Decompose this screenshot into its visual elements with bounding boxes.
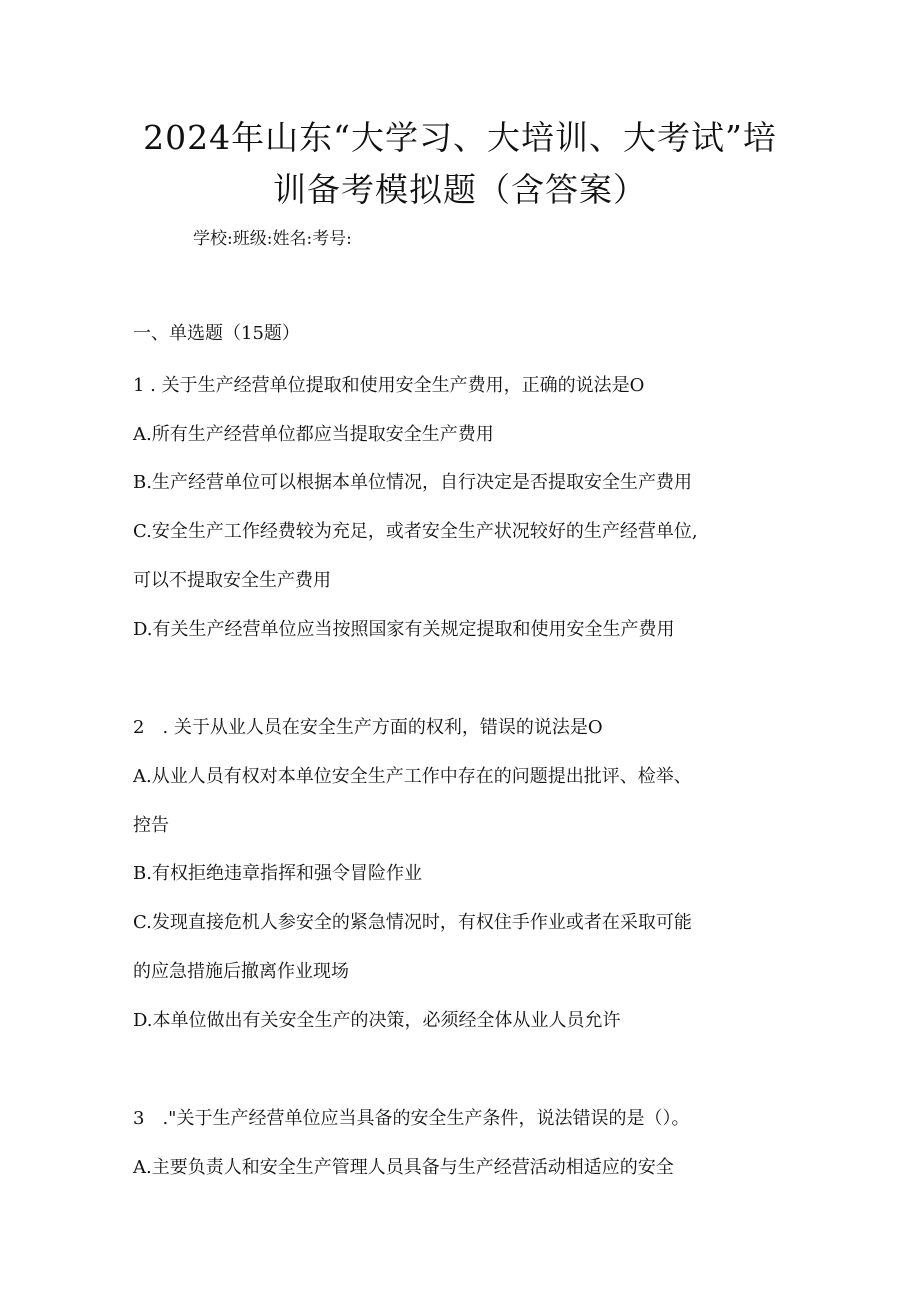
document-title-line-1: 2024年山东“大学习、大培训、大考试”培: [143, 118, 777, 157]
document-title-line-2: 训备考模拟题（含答案）: [273, 170, 647, 209]
question-1-option-d: D.有关生产经营单位应当按照国家有关规定提取和使用安全生产费用: [133, 619, 675, 640]
question-1-stem: 1 . 关于生产经营单位提取和使用安全生产费用，正确的说法是O: [133, 375, 645, 396]
question-1-option-c-continued: 可以不提取安全生产费用: [133, 570, 331, 591]
question-2-option-a-continued: 控告: [133, 815, 169, 836]
question-2-stem: 2 . 关于从业人员在安全生产方面的权利，错误的说法是O: [133, 717, 603, 738]
question-2-option-b: B.有权拒绝违章指挥和强令冒险作业: [133, 863, 422, 884]
question-2-option-d: D.本单位做出有关安全生产的决策，必须经全体从业人员允许: [133, 1010, 621, 1031]
question-1-option-a: A.所有生产经营单位都应当提取安全生产费用: [133, 424, 494, 445]
question-1-option-b: B.生产经营单位可以根据本单位情况，自行决定是否提取安全生产费用: [133, 472, 692, 493]
question-2-option-c: C.发现直接危机人参安全的紧急情况时，有权住手作业或者在采取可能: [133, 912, 692, 933]
question-2-option-a: A.从业人员有权对本单位安全生产工作中存在的问题提出批评、检举、: [133, 766, 692, 787]
question-3-stem: 3 ."关于生产经营单位应当具备的安全生产条件，说法错误的是（）。: [133, 1108, 690, 1129]
student-info-line: 学校:班级:姓名:考号:: [193, 229, 352, 249]
question-1-option-c: C.安全生产工作经费较为充足，或者安全生产状况较好的生产经营单位,: [133, 521, 698, 542]
question-2-option-c-continued: 的应急措施后撤离作业现场: [133, 961, 349, 982]
section-heading: 一、单选题（15题）: [133, 323, 300, 344]
question-3-option-a: A.主要负责人和安全生产管理人员具备与生产经营活动相适应的安全: [133, 1157, 674, 1178]
